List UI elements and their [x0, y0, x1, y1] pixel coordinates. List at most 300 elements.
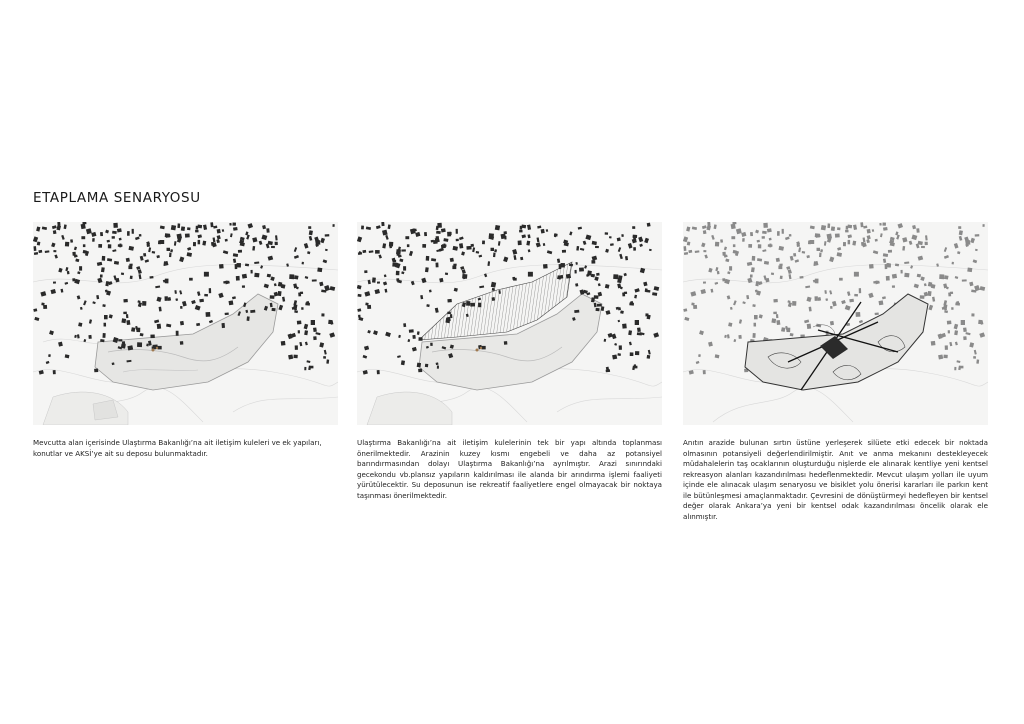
- building-footprint: [835, 233, 840, 237]
- building-footprint: [956, 360, 960, 363]
- building-footprint: [309, 236, 313, 241]
- building-footprint: [191, 300, 196, 304]
- building-footprint: [328, 320, 332, 325]
- building-footprint: [392, 263, 397, 267]
- building-footprint: [683, 236, 688, 242]
- building-footprint: [297, 320, 302, 324]
- building-footprint: [846, 226, 849, 230]
- building-footprint: [456, 229, 458, 234]
- building-footprint: [114, 261, 119, 265]
- building-footprint: [165, 279, 169, 284]
- building-footprint: [57, 222, 60, 226]
- building-footprint: [53, 250, 56, 252]
- building-footprint: [278, 305, 283, 311]
- building-footprint: [841, 300, 846, 304]
- building-footprint: [242, 285, 245, 287]
- building-footprint: [83, 339, 86, 342]
- building-footprint: [430, 343, 433, 346]
- building-footprint: [154, 319, 159, 323]
- building-footprint: [150, 334, 154, 338]
- building-footprint: [520, 226, 523, 230]
- building-footprint: [326, 359, 329, 363]
- building-footprint: [751, 267, 755, 272]
- building-footprint: [229, 300, 234, 305]
- building-footprint: [746, 295, 749, 299]
- building-footprint: [806, 297, 811, 302]
- building-footprint: [289, 274, 294, 279]
- building-footprint: [866, 239, 870, 243]
- building-footprint: [901, 270, 903, 274]
- building-footprint: [382, 230, 388, 236]
- building-footprint: [733, 339, 736, 342]
- building-footprint: [863, 237, 866, 242]
- building-footprint: [470, 303, 475, 307]
- building-footprint: [830, 321, 834, 325]
- building-footprint: [67, 271, 70, 274]
- building-footprint: [739, 319, 742, 324]
- building-footprint: [236, 276, 240, 281]
- building-footprint: [363, 370, 368, 375]
- building-footprint: [112, 231, 117, 234]
- building-footprint: [385, 235, 389, 240]
- building-footprint: [560, 263, 565, 268]
- building-footprint: [557, 275, 561, 279]
- building-footprint: [433, 240, 438, 244]
- building-footprint: [319, 342, 324, 347]
- building-footprint: [364, 291, 370, 296]
- building-footprint: [750, 275, 753, 278]
- building-footprint: [121, 318, 126, 323]
- building-footprint: [741, 232, 746, 237]
- building-footprint: [624, 292, 627, 294]
- building-footprint: [580, 248, 584, 251]
- building-footprint: [781, 327, 785, 332]
- building-footprint: [329, 332, 335, 337]
- building-footprint: [187, 252, 192, 257]
- building-footprint: [853, 224, 857, 230]
- building-footprint: [944, 255, 949, 259]
- building-footprint: [42, 227, 47, 230]
- building-footprint: [604, 339, 607, 342]
- building-footprint: [618, 247, 621, 252]
- building-footprint: [754, 323, 757, 327]
- building-footprint: [765, 278, 769, 282]
- building-footprint: [38, 250, 42, 253]
- building-footprint: [959, 236, 963, 241]
- building-footprint: [180, 321, 184, 325]
- building-footprint: [466, 246, 471, 250]
- building-footprint: [763, 223, 768, 228]
- building-footprint: [36, 227, 40, 232]
- building-footprint: [724, 247, 727, 251]
- building-footprint: [195, 305, 201, 311]
- building-footprint: [639, 244, 643, 247]
- building-footprint: [788, 302, 792, 307]
- building-footprint: [102, 256, 106, 261]
- building-footprint: [958, 226, 961, 229]
- building-footprint: [859, 288, 861, 293]
- building-footprint: [701, 243, 705, 248]
- building-footprint: [377, 370, 380, 374]
- building-footprint: [156, 297, 161, 302]
- building-footprint: [707, 222, 710, 226]
- building-footprint: [635, 320, 639, 325]
- building-footprint: [323, 356, 326, 359]
- building-footprint: [197, 291, 201, 296]
- building-footprint: [53, 281, 56, 283]
- building-footprint: [254, 273, 259, 278]
- building-footprint: [123, 312, 127, 314]
- building-footprint: [476, 251, 479, 254]
- building-footprint: [647, 355, 651, 359]
- building-footprint: [209, 320, 213, 323]
- building-footprint: [547, 250, 552, 254]
- building-footprint: [417, 363, 421, 368]
- building-footprint: [643, 282, 647, 287]
- building-footprint: [959, 366, 963, 369]
- building-footprint: [293, 355, 297, 359]
- building-footprint: [727, 334, 730, 338]
- building-footprint: [954, 324, 959, 330]
- building-footprint: [160, 226, 165, 230]
- building-footprint: [261, 235, 267, 241]
- building-footprint: [867, 235, 871, 239]
- building-footprint: [715, 267, 718, 271]
- building-footprint: [447, 312, 451, 314]
- building-footprint: [962, 279, 967, 281]
- building-footprint: [902, 237, 907, 242]
- building-footprint: [875, 312, 879, 315]
- building-footprint: [225, 239, 228, 242]
- building-footprint: [618, 320, 620, 322]
- building-footprint: [252, 237, 257, 242]
- building-footprint: [223, 250, 228, 254]
- building-footprint: [232, 296, 236, 299]
- building-footprint: [412, 347, 417, 352]
- building-footprint: [928, 305, 933, 311]
- building-footprint: [102, 333, 105, 338]
- building-footprint: [300, 292, 303, 294]
- building-footprint: [829, 290, 832, 294]
- building-footprint: [703, 281, 706, 283]
- building-footprint: [872, 229, 875, 232]
- building-footprint: [376, 225, 381, 229]
- building-footprint: [145, 259, 149, 263]
- building-footprint: [309, 230, 313, 235]
- building-footprint: [479, 285, 484, 288]
- building-footprint: [217, 229, 221, 234]
- building-footprint: [904, 273, 909, 278]
- building-footprint: [78, 322, 82, 326]
- building-footprint: [426, 256, 430, 261]
- building-footprint: [963, 336, 967, 340]
- building-footprint: [358, 317, 363, 321]
- building-footprint: [629, 342, 632, 346]
- building-footprint: [633, 235, 638, 238]
- building-footprint: [105, 290, 108, 293]
- building-footprint: [97, 262, 103, 266]
- building-footprint: [479, 255, 483, 258]
- building-footprint: [817, 248, 821, 251]
- stage-2-caption: Ulaştırma Bakanlığı’na ait iletişim kulelerinin tek bir yapı altında toplanması önerilmektedir. Arazinin kuzey kısmı engebeli ve daha az potansiyel barındırmasından dolayı Ulaştırma Bakanlığı’na ayrılmıştır. Arazi sınırındaki gecekondu vb.plansız yapıların kaldırılması ile alanda bir arındırma işlemi faaliyeti yürütülecektir. Su deposunun ise rekreatif faaliyetlere engel olmayacak bir noktaya taşınması önerilmektedir.: [357, 438, 662, 500]
- building-footprint: [88, 335, 91, 339]
- building-footprint: [620, 310, 624, 313]
- building-footprint: [928, 291, 932, 296]
- building-footprint: [415, 232, 420, 237]
- building-footprint: [250, 310, 255, 313]
- building-footprint: [52, 225, 57, 229]
- building-footprint: [491, 282, 496, 288]
- building-footprint: [218, 293, 223, 299]
- building-footprint: [973, 259, 978, 263]
- building-footprint: [452, 266, 456, 270]
- building-footprint: [504, 341, 508, 345]
- building-footprint: [167, 248, 171, 251]
- building-footprint: [808, 241, 811, 245]
- building-footprint: [925, 235, 928, 240]
- building-footprint: [813, 261, 816, 266]
- building-footprint: [605, 232, 608, 234]
- building-footprint: [722, 252, 725, 256]
- building-footprint: [625, 256, 628, 260]
- building-footprint: [294, 310, 298, 313]
- building-footprint: [409, 251, 413, 256]
- building-footprint: [703, 250, 706, 252]
- building-footprint: [304, 367, 306, 370]
- building-footprint: [848, 234, 853, 238]
- building-footprint: [357, 308, 361, 311]
- building-footprint: [177, 223, 180, 228]
- building-footprint: [537, 237, 540, 242]
- building-footprint: [174, 290, 176, 294]
- building-footprint: [65, 282, 69, 285]
- building-footprint: [94, 369, 98, 373]
- building-footprint: [282, 297, 285, 302]
- building-footprint: [918, 256, 924, 261]
- building-footprint: [51, 289, 56, 294]
- building-footprint: [856, 312, 861, 317]
- building-footprint: [298, 330, 300, 333]
- building-footprint: [633, 247, 636, 251]
- building-footprint: [83, 300, 87, 305]
- building-footprint: [621, 234, 624, 237]
- building-footprint: [628, 330, 632, 335]
- building-footprint: [462, 274, 467, 279]
- building-footprint: [776, 314, 779, 318]
- building-footprint: [140, 256, 144, 261]
- building-footprint: [648, 350, 651, 355]
- building-footprint: [358, 294, 362, 297]
- building-footprint: [778, 246, 784, 251]
- building-footprint: [101, 267, 105, 272]
- building-footprint: [150, 276, 154, 279]
- building-footprint: [755, 281, 759, 286]
- building-footprint: [441, 228, 446, 232]
- stage-1-map: [33, 222, 338, 425]
- building-footprint: [896, 235, 900, 240]
- building-footprint: [170, 249, 173, 252]
- building-footprint: [92, 301, 95, 304]
- building-footprint: [58, 342, 63, 347]
- building-footprint: [914, 284, 919, 289]
- building-footprint: [77, 334, 80, 338]
- building-footprint: [943, 355, 947, 359]
- building-footprint: [703, 370, 706, 374]
- building-footprint: [809, 307, 812, 312]
- building-footprint: [892, 285, 895, 287]
- building-footprint: [818, 297, 821, 301]
- building-footprint: [777, 231, 780, 236]
- building-footprint: [693, 305, 697, 309]
- building-footprint: [61, 289, 64, 293]
- building-footprint: [608, 333, 613, 338]
- building-footprint: [711, 235, 715, 240]
- building-footprint: [806, 255, 810, 258]
- building-footprint: [854, 294, 858, 297]
- building-footprint: [948, 330, 950, 333]
- building-footprint: [695, 250, 700, 253]
- building-footprint: [64, 224, 67, 229]
- building-footprint: [880, 233, 883, 237]
- building-footprint: [696, 361, 700, 364]
- building-footprint: [482, 346, 486, 350]
- building-footprint: [447, 299, 451, 303]
- building-footprint: [472, 247, 475, 252]
- building-footprint: [637, 332, 642, 335]
- building-footprint: [98, 244, 102, 248]
- building-footprint: [180, 306, 182, 309]
- building-footprint: [397, 355, 401, 358]
- building-footprint: [541, 229, 545, 234]
- building-footprint: [843, 242, 846, 246]
- building-footprint: [683, 308, 687, 311]
- building-footprint: [943, 300, 947, 305]
- building-footprint: [580, 289, 585, 295]
- building-footprint: [574, 310, 579, 313]
- stage-3-site-plan: [683, 222, 988, 425]
- building-footprint: [37, 242, 41, 246]
- building-footprint: [827, 223, 830, 228]
- building-footprint: [701, 289, 706, 294]
- building-footprint: [652, 292, 657, 296]
- building-footprint: [698, 354, 701, 357]
- building-footprint: [104, 323, 107, 327]
- building-footprint: [54, 254, 58, 258]
- building-footprint: [827, 234, 833, 240]
- building-footprint: [407, 244, 410, 247]
- building-footprint: [324, 350, 327, 355]
- building-footprint: [755, 290, 758, 293]
- building-footprint: [196, 323, 200, 326]
- building-footprint: [209, 288, 211, 293]
- building-footprint: [373, 330, 378, 335]
- building-footprint: [513, 255, 516, 260]
- building-footprint: [113, 223, 118, 228]
- building-footprint: [569, 231, 572, 235]
- building-footprint: [566, 274, 571, 279]
- building-footprint: [520, 257, 523, 261]
- building-footprint: [649, 249, 652, 251]
- building-footprint: [33, 308, 37, 311]
- building-footprint: [166, 324, 171, 328]
- building-footprint: [204, 272, 209, 277]
- building-footprint: [384, 274, 387, 277]
- building-footprint: [684, 317, 689, 321]
- building-footprint: [637, 327, 641, 332]
- building-footprint: [800, 276, 804, 279]
- building-footprint: [727, 295, 731, 299]
- building-footprint: [138, 302, 142, 307]
- building-footprint: [859, 320, 863, 323]
- building-footprint: [492, 288, 495, 291]
- building-footprint: [165, 296, 168, 301]
- building-footprint: [100, 232, 103, 236]
- building-footprint: [417, 331, 420, 335]
- building-footprint: [81, 224, 86, 229]
- building-footprint: [757, 240, 760, 243]
- building-footprint: [503, 257, 508, 263]
- building-footprint: [950, 292, 953, 294]
- building-footprint: [747, 262, 753, 266]
- building-footprint: [304, 324, 309, 330]
- building-footprint: [622, 324, 627, 329]
- building-footprint: [730, 307, 733, 310]
- building-footprint: [48, 354, 51, 357]
- building-footprint: [105, 281, 109, 286]
- building-footprint: [367, 305, 371, 309]
- building-footprint: [982, 224, 984, 227]
- building-footprint: [143, 253, 146, 257]
- building-footprint: [245, 264, 249, 267]
- stage-3-caption: Anıtın arazide bulunan sırtın üstüne yerleşerek silüete etki edecek bir noktada olmasının potansiyeli değerlendirilmiştir. Anıt ve anma mekanını destekleyecek müdahalelerin taş ocaklarının oluşturduğu nişlerde ele alınarak kentliye yeni kentsel rekreasyon alanları kazandırılması hedeflenmektedir. Mevcut ulaşım yolları ile uyum içinde ele alınacak ulaşım senaryosu ve bisiklet yolu önerisi kararları ile parkın kent ile bütünleşmesi amaçlanmaktadır. Çevresini de dönüştürmeyi hedefleyen bir kentsel değer olarak Ankara’ya yeni bir kentsel odak kazandırılması öncelik olarak ele alınmıştır.: [683, 438, 988, 521]
- building-footprint: [72, 252, 75, 256]
- building-footprint: [886, 276, 890, 281]
- building-footprint: [251, 270, 253, 274]
- building-footprint: [731, 236, 735, 239]
- building-footprint: [895, 264, 899, 267]
- building-footprint: [211, 242, 214, 246]
- building-footprint: [72, 278, 75, 281]
- building-footprint: [965, 332, 970, 335]
- building-footprint: [79, 266, 82, 270]
- building-footprint: [288, 354, 293, 359]
- building-footprint: [762, 231, 767, 234]
- building-footprint: [575, 283, 578, 286]
- quarry-area: [367, 392, 452, 425]
- building-footprint: [65, 354, 70, 358]
- building-footprint: [436, 236, 439, 239]
- building-footprint: [401, 360, 405, 365]
- building-footprint: [952, 262, 954, 265]
- building-footprint: [319, 282, 323, 287]
- building-footprint: [527, 224, 531, 230]
- building-footprint: [43, 305, 47, 309]
- building-footprint: [954, 330, 958, 335]
- building-footprint: [74, 247, 77, 251]
- building-footprint: [684, 246, 687, 251]
- building-footprint: [83, 244, 86, 247]
- building-footprint: [954, 243, 959, 249]
- building-footprint: [782, 229, 784, 234]
- building-footprint: [790, 256, 794, 261]
- building-footprint: [882, 223, 886, 226]
- building-footprint: [543, 264, 548, 269]
- building-footprint: [715, 354, 720, 358]
- building-footprint: [259, 241, 263, 245]
- building-footprint: [715, 282, 719, 285]
- building-footprint: [431, 258, 436, 261]
- building-footprint: [375, 250, 380, 254]
